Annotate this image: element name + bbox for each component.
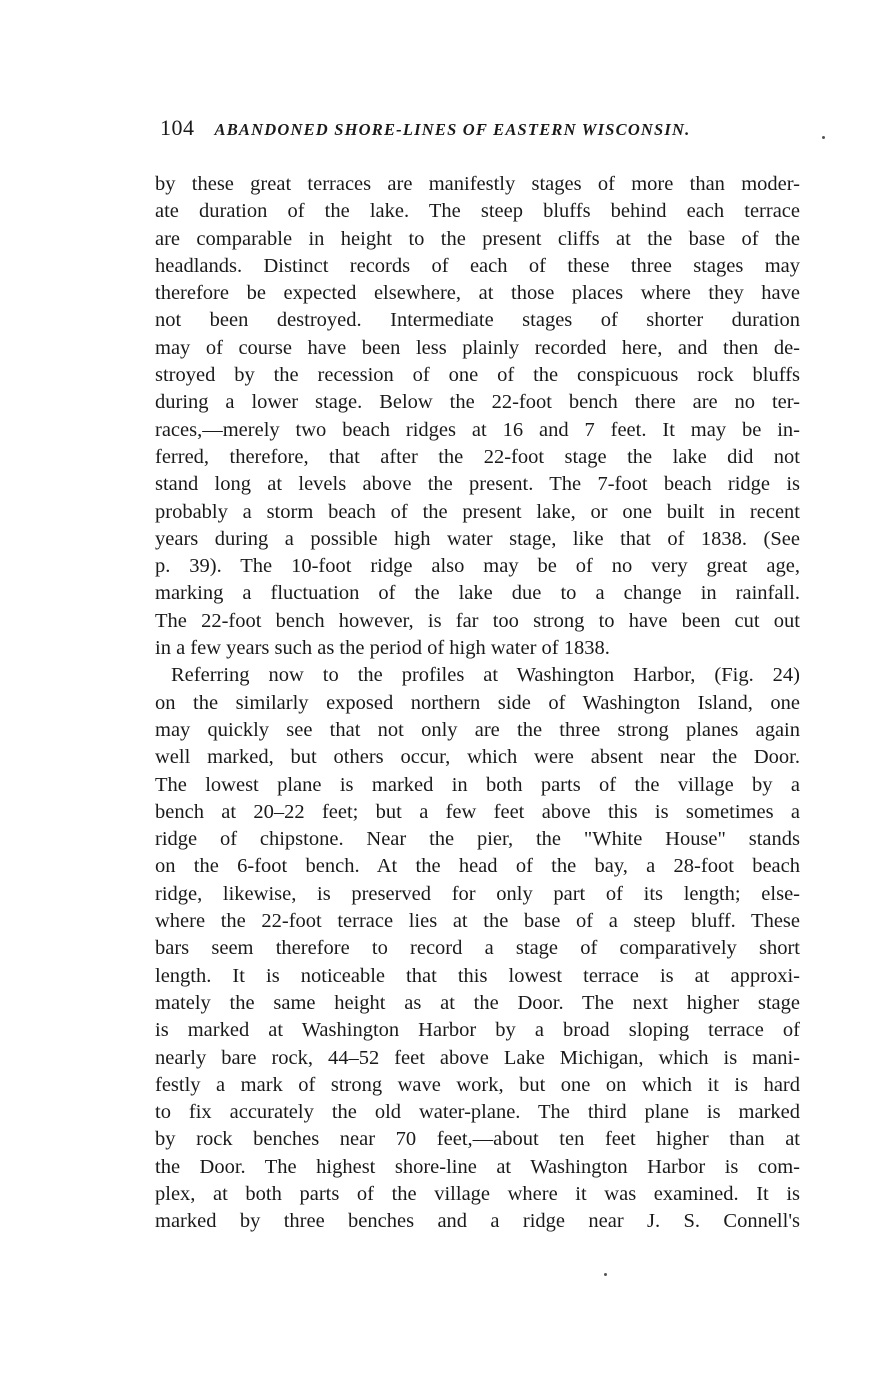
paragraph-1 bbox=[155, 171, 800, 662]
text-line: years during a possible high water stage, like that of 1838. (See bbox=[155, 527, 800, 550]
text-line: is marked at Washington Harbor by a broad sloping terrace of bbox=[155, 1019, 800, 1042]
text-line: marked by three benches and a ridge near J. S. Connell's bbox=[155, 1210, 800, 1233]
text-line: during a lower stage. Below the 22-foot bench there are no ter- bbox=[155, 391, 800, 414]
text-line: may of course have been less plainly recorded here, and then de- bbox=[155, 336, 800, 359]
text-line: in a few years such as the period of high water of 1838. bbox=[155, 637, 610, 660]
scan-speck bbox=[604, 1273, 607, 1276]
text-line: on the similarly exposed northern side of Washington Island, one bbox=[155, 691, 800, 714]
text-line: p. 39). The 10-foot ridge also may be of no very great age, bbox=[155, 555, 800, 578]
text-line: bench at 20–22 feet; but a few feet above this is sometimes a bbox=[155, 800, 800, 823]
text-line: nearly bare rock, 44–52 feet above Lake Michigan, which is mani- bbox=[155, 1046, 800, 1069]
text-line: ridge, likewise, is preserved for only part of its length; else- bbox=[155, 882, 800, 905]
text-line: are comparable in height to the present cliffs at the base of the bbox=[155, 227, 800, 250]
text-line: length. It is noticeable that this lowest terrace is at approxi- bbox=[155, 964, 800, 987]
text-line: races,—merely two beach ridges at 16 and 7 feet. It may be in- bbox=[155, 418, 800, 441]
text-line: festly a mark of strong wave work, but one on which it is hard bbox=[155, 1073, 800, 1096]
text-line: ferred, therefore, that after the 22-foot stage the lake did not bbox=[155, 445, 800, 468]
text-line: on the 6-foot bench. At the head of the bay, a 28-foot beach bbox=[155, 855, 800, 878]
text-line: ridge of chipstone. Near the pier, the "White House" stands bbox=[155, 828, 800, 851]
text-line: therefore be expected elsewhere, at those places where they have bbox=[155, 282, 800, 305]
text-line: plex, at both parts of the village where it was examined. It is bbox=[155, 1182, 800, 1205]
text-line: Referring now to the profiles at Washington Harbor, (Fig. 24) bbox=[171, 664, 800, 687]
text-line: by rock benches near 70 feet,—about ten feet higher than at bbox=[155, 1128, 800, 1151]
scan-speck bbox=[822, 136, 825, 139]
text-line: marking a fluctuation of the lake due to a change in rainfall. bbox=[155, 582, 800, 605]
text-line: stroyed by the recession of one of the conspicuous rock bluffs bbox=[155, 364, 800, 387]
text-line: not been destroyed. Intermediate stages of shorter duration bbox=[155, 309, 800, 332]
body-text bbox=[155, 171, 800, 1236]
text-line: The lowest plane is marked in both parts of the village by a bbox=[155, 773, 800, 796]
text-line: to fix accurately the old water-plane. The third plane is marked bbox=[155, 1101, 800, 1124]
text-line: by these great terraces are manifestly stages of more than moder- bbox=[155, 173, 800, 195]
text-line: may quickly see that not only are the three strong planes again bbox=[155, 718, 800, 741]
text-line: The 22-foot bench however, is far too strong to have been cut out bbox=[155, 609, 800, 632]
text-line: stand long at levels above the present. The 7-foot beach ridge is bbox=[155, 473, 800, 496]
page-header bbox=[160, 115, 800, 145]
text-line: bars seem therefore to record a stage of comparatively short bbox=[155, 937, 800, 960]
paragraph-2 bbox=[155, 662, 800, 1235]
text-line: well marked, but others occur, which were absent near the Door. bbox=[155, 746, 800, 769]
text-line: ate duration of the lake. The steep bluffs behind each terrace bbox=[155, 200, 800, 223]
page-number: 104 bbox=[160, 115, 195, 140]
text-line: the Door. The highest shore-line at Washington Harbor is com- bbox=[155, 1155, 800, 1178]
text-line: mately the same height as at the Door. The next higher stage bbox=[155, 991, 800, 1014]
text-line: where the 22-foot terrace lies at the base of a steep bluff. These bbox=[155, 910, 800, 933]
text-line: headlands. Distinct records of each of these three stages may bbox=[155, 254, 800, 277]
text-line: probably a storm beach of the present lake, or one built in recent bbox=[155, 500, 800, 523]
running-title: ABANDONED SHORE-LINES OF EASTERN WISCONSIN. bbox=[214, 120, 691, 139]
